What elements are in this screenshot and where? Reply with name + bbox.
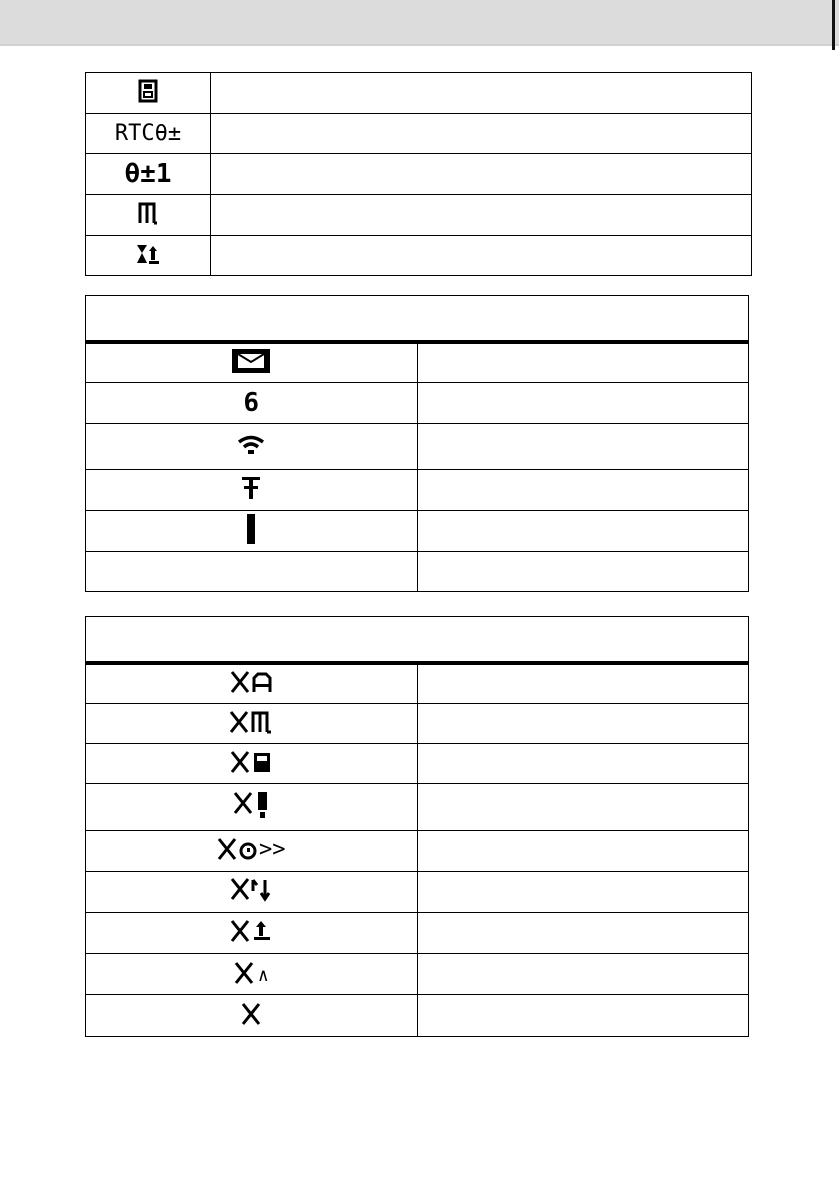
table-row (86, 872, 749, 913)
table-row (86, 236, 752, 276)
table-row (86, 831, 749, 872)
error-clock-forward-icon (217, 837, 286, 862)
caret-label: ∧ (257, 965, 269, 987)
digit-six-icon: 6 (243, 388, 260, 418)
description-cell (417, 552, 749, 592)
table-row (86, 784, 749, 831)
description-cell (417, 424, 749, 470)
error-battery-icon (230, 750, 272, 774)
description-cell (211, 114, 752, 154)
wifi-icon (237, 435, 265, 455)
description-cell (211, 236, 752, 276)
error-cross-icon (241, 1002, 261, 1026)
error-memory-icon (230, 670, 272, 694)
description-cell (417, 954, 749, 995)
table-row (86, 704, 749, 744)
table-heading (86, 617, 749, 663)
table-heading (86, 296, 749, 342)
antenna-icon (242, 476, 260, 500)
hourglass-upload-icon (136, 243, 160, 265)
table-row (86, 195, 752, 236)
error-exclamation-icon (233, 791, 269, 819)
error-caret-icon (234, 959, 269, 986)
table-row (86, 511, 749, 552)
fast-forward-label: >> (259, 836, 286, 862)
description-cell (211, 195, 752, 236)
description-cell (417, 511, 749, 552)
description-cell (417, 383, 749, 424)
status-symbols-table (85, 72, 752, 276)
table-row (86, 663, 749, 704)
description-cell (417, 831, 749, 872)
description-cell (417, 704, 749, 744)
description-cell (211, 154, 752, 195)
rtc-clock-adjust-icon: RTCθ± (114, 121, 182, 146)
table-header-row (86, 617, 749, 663)
table-row (86, 913, 749, 954)
table-row (86, 383, 749, 424)
signal-bar-icon (246, 514, 256, 544)
clock-plus-minus-one-icon: θ±1 (124, 159, 172, 189)
table-row (86, 470, 749, 511)
table-row (86, 552, 749, 592)
sd-card-icon (138, 79, 158, 103)
table-row (86, 154, 752, 195)
error-symbols-table (85, 616, 749, 1037)
table-row (86, 73, 752, 114)
table-row (86, 342, 749, 383)
description-cell (417, 663, 749, 704)
table-row (86, 424, 749, 470)
description-cell (417, 995, 749, 1037)
description-cell (417, 744, 749, 784)
communication-symbols-table (85, 295, 749, 592)
table-header-row (86, 296, 749, 342)
error-upload-icon (230, 919, 272, 943)
page-header-band (0, 0, 839, 46)
table-row (86, 744, 749, 784)
envelope-icon (232, 349, 270, 373)
description-cell (417, 784, 749, 831)
error-download-icon (230, 877, 272, 903)
table-row (86, 995, 749, 1037)
table-row (86, 954, 749, 995)
pulse-icon (138, 201, 158, 225)
table-row (86, 114, 752, 154)
description-cell (417, 342, 749, 383)
description-cell (417, 913, 749, 954)
description-cell (211, 73, 752, 114)
error-pulse-icon (229, 710, 273, 734)
description-cell (417, 872, 749, 913)
description-cell (417, 470, 749, 511)
